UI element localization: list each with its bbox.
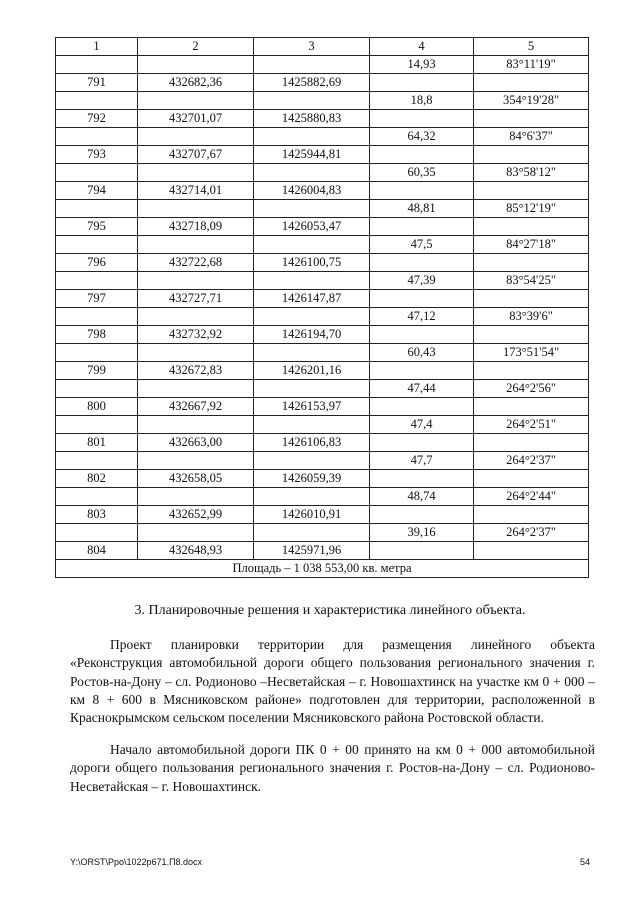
header-cell-3: 3 (254, 38, 370, 56)
table-row (56, 470, 589, 488)
table-row (56, 272, 589, 290)
table-cell-col5: 354°19'28" (474, 92, 589, 110)
table-row (56, 218, 589, 236)
table-cell-col5 (474, 254, 589, 272)
table-row (56, 344, 589, 362)
table-cell-col1: 800 (56, 398, 138, 416)
table-cell-col5 (474, 146, 589, 164)
table-cell-col4: 39,16 (370, 524, 474, 542)
table-cell-col5: 83°11'19" (474, 56, 589, 74)
table-cell-col3 (254, 56, 370, 74)
table-cell-col1: 803 (56, 506, 138, 524)
table-cell-col1 (56, 488, 138, 506)
table-cell-col4: 18,8 (370, 92, 474, 110)
table-cell-col3 (254, 308, 370, 326)
table-cell-col1 (56, 452, 138, 470)
table-cell-col3: 1426059,39 (254, 470, 370, 488)
table-cell-col5 (474, 326, 589, 344)
table-cell-col4 (370, 326, 474, 344)
table-cell-col4 (370, 110, 474, 128)
table-cell-col5 (474, 398, 589, 416)
area-row (56, 560, 589, 578)
table-cell-col1 (56, 272, 138, 290)
table-cell-col1: 799 (56, 362, 138, 380)
table-cell-col1: 794 (56, 182, 138, 200)
table-cell-col3: 1426053,47 (254, 218, 370, 236)
table-cell-col2: 432722,68 (138, 254, 254, 272)
table-cell-col4: 48,74 (370, 488, 474, 506)
table-cell-col2 (138, 524, 254, 542)
table-cell-col3 (254, 452, 370, 470)
table-cell-col1: 792 (56, 110, 138, 128)
table-cell-col4 (370, 398, 474, 416)
table-cell-col5 (474, 542, 589, 560)
coordinates-table (55, 37, 589, 578)
table-cell-col5: 84°27'18" (474, 236, 589, 254)
table-cell-col4: 47,4 (370, 416, 474, 434)
table-cell-col4 (370, 182, 474, 200)
table-cell-col3: 1425971,96 (254, 542, 370, 560)
table-row (56, 308, 589, 326)
table-row (56, 182, 589, 200)
table-cell-col4: 47,5 (370, 236, 474, 254)
table-cell-col3 (254, 236, 370, 254)
table-cell-col2 (138, 308, 254, 326)
table-cell-col1: 797 (56, 290, 138, 308)
table-cell-col2: 432707,67 (138, 146, 254, 164)
table-cell-col3 (254, 488, 370, 506)
table-row (56, 416, 589, 434)
table-cell-col4 (370, 542, 474, 560)
footer-page-number: 54 (579, 857, 590, 867)
table-cell-col3: 1426004,83 (254, 182, 370, 200)
table-cell-col4 (370, 74, 474, 92)
table-cell-col2: 432648,93 (138, 542, 254, 560)
table-cell-col5: 264°2'56" (474, 380, 589, 398)
table-body (56, 56, 589, 560)
table-row (56, 362, 589, 380)
table-cell-col2 (138, 200, 254, 218)
table-cell-col5 (474, 182, 589, 200)
table-row (56, 164, 589, 182)
table-header-row (56, 38, 589, 56)
table-cell-col1: 804 (56, 542, 138, 560)
table-cell-col5 (474, 74, 589, 92)
table-cell-col4: 14,93 (370, 56, 474, 74)
table-cell-col3: 1426010,91 (254, 506, 370, 524)
table-cell-col3: 1426194,70 (254, 326, 370, 344)
table-cell-col2: 432701,07 (138, 110, 254, 128)
table-row (56, 506, 589, 524)
table-row (56, 200, 589, 218)
table-cell-col3: 1426153,97 (254, 398, 370, 416)
table-cell-col2: 432718,09 (138, 218, 254, 236)
table-cell-col3 (254, 92, 370, 110)
table-cell-col2: 432714,01 (138, 182, 254, 200)
table-cell-col2 (138, 128, 254, 146)
table-row (56, 92, 589, 110)
table-cell-col4 (370, 290, 474, 308)
table-cell-col4: 60,43 (370, 344, 474, 362)
table-row (56, 56, 589, 74)
table-cell-col3 (254, 524, 370, 542)
table-cell-col2: 432663,00 (138, 434, 254, 452)
table-cell-col5 (474, 470, 589, 488)
paragraph-road-start: Начало автомобильной дороги ПК 0 + 00 принято на км 0 + 000 автомобильной дороги общего пользования регионального значения г. Ростов-на-Дону – сл. Родионово-Несветайская – г. Новошахтинск. (70, 742, 595, 794)
table-cell-col4 (370, 146, 474, 164)
table-cell-col2: 432667,92 (138, 398, 254, 416)
table-cell-col1: 801 (56, 434, 138, 452)
table-cell-col3 (254, 164, 370, 182)
header-cell-4: 4 (370, 38, 474, 56)
table-cell-col5: 84°6'37" (474, 128, 589, 146)
table-cell-col3: 1425880,83 (254, 110, 370, 128)
table-cell-col3: 1426147,87 (254, 290, 370, 308)
table-cell-col2 (138, 416, 254, 434)
table-cell-col4 (370, 254, 474, 272)
table-row (56, 434, 589, 452)
table-cell-col5: 264°2'37" (474, 452, 589, 470)
table-cell-col5 (474, 434, 589, 452)
table-row (56, 488, 589, 506)
table-cell-col2: 432652,99 (138, 506, 254, 524)
table-cell-col5: 173°51'54" (474, 344, 589, 362)
header-cell-2: 2 (138, 38, 254, 56)
table-cell-col2: 432672,83 (138, 362, 254, 380)
footer-file-path: Y:\ORST\Ppo\1022p671.П8.docx (70, 857, 203, 867)
table-cell-col2 (138, 236, 254, 254)
table-cell-col5 (474, 290, 589, 308)
table-cell-col5: 85°12'19" (474, 200, 589, 218)
table-cell-col3: 1425882,69 (254, 74, 370, 92)
table-cell-col5: 83°58'12" (474, 164, 589, 182)
table-cell-col4 (370, 470, 474, 488)
table-cell-col5 (474, 110, 589, 128)
table-header (56, 38, 589, 56)
table-cell-col3: 1425944,81 (254, 146, 370, 164)
table-cell-col2: 432682,36 (138, 74, 254, 92)
table-row (56, 380, 589, 398)
table-cell-col3 (254, 344, 370, 362)
table-cell-col3: 1426100,75 (254, 254, 370, 272)
table-row (56, 524, 589, 542)
table-row (56, 236, 589, 254)
table-cell-col5 (474, 506, 589, 524)
table-cell-col2 (138, 380, 254, 398)
paragraph-project-description: Проект планировки территории для размещения линейного объекта «Реконструкция автомобильной дороги общего пользования регионального значения г. Ростов-на-Дону – сл. Родионово –Несветайская – г. Новошахтинск на участке км 0 + 000 – км 8 + 600 в Мясниковском районе» подготовлен для территории, расположенной в Краснокрымском сельском поселении Мясниковского района Ростовской области. (70, 637, 595, 726)
table-cell-col2 (138, 452, 254, 470)
table-cell-col5 (474, 362, 589, 380)
table-cell-col1: 791 (56, 74, 138, 92)
table-cell-col2 (138, 488, 254, 506)
table-cell-col4 (370, 506, 474, 524)
table-cell-col4: 47,7 (370, 452, 474, 470)
table-cell-col3: 1426106,83 (254, 434, 370, 452)
table-cell-col4 (370, 362, 474, 380)
table-cell-col3: 1426201,16 (254, 362, 370, 380)
table-cell-col4: 64,32 (370, 128, 474, 146)
table-cell-col1 (56, 524, 138, 542)
table-cell-col5: 264°2'37" (474, 524, 589, 542)
table-cell-col2: 432732,92 (138, 326, 254, 344)
table-cell-col4: 47,12 (370, 308, 474, 326)
table-cell-col2 (138, 344, 254, 362)
table-cell-col4: 47,39 (370, 272, 474, 290)
table-row (56, 542, 589, 560)
table-cell-col5: 83°39'6" (474, 308, 589, 326)
table-cell-col1: 798 (56, 326, 138, 344)
table-cell-col5 (474, 218, 589, 236)
table-row (56, 128, 589, 146)
table-cell-col2: 432658,05 (138, 470, 254, 488)
header-cell-5: 5 (474, 38, 589, 56)
table-row (56, 146, 589, 164)
table-row (56, 254, 589, 272)
table-cell-col5: 264°2'51" (474, 416, 589, 434)
table-cell-col4 (370, 218, 474, 236)
table-cell-col1: 802 (56, 470, 138, 488)
area-label: Площадь – 1 038 553,00 кв. метра (56, 560, 589, 578)
table-cell-col5: 83°54'25" (474, 272, 589, 290)
table-cell-col3 (254, 272, 370, 290)
table-cell-col1 (56, 416, 138, 434)
table-cell-col1: 796 (56, 254, 138, 272)
table-cell-col3 (254, 380, 370, 398)
table-row (56, 326, 589, 344)
table-cell-col1 (56, 92, 138, 110)
table-cell-col1 (56, 380, 138, 398)
table-cell-col4 (370, 434, 474, 452)
table-cell-col4: 60,35 (370, 164, 474, 182)
table-cell-col2 (138, 164, 254, 182)
table-row (56, 74, 589, 92)
table-cell-col2 (138, 92, 254, 110)
table-cell-col4: 47,44 (370, 380, 474, 398)
table-cell-col1: 795 (56, 218, 138, 236)
table-cell-col1 (56, 128, 138, 146)
table-row (56, 290, 589, 308)
table-cell-col1 (56, 344, 138, 362)
table-row (56, 110, 589, 128)
table-row (56, 452, 589, 470)
table-cell-col1 (56, 164, 138, 182)
section-heading: 3. Планировочные решения и характеристика линейного объекта. (134, 603, 526, 618)
table-cell-col1 (56, 56, 138, 74)
table-cell-col1: 793 (56, 146, 138, 164)
table-cell-col1 (56, 236, 138, 254)
table-cell-col2 (138, 56, 254, 74)
table-cell-col3 (254, 128, 370, 146)
table-cell-col1 (56, 308, 138, 326)
table-cell-col1 (56, 200, 138, 218)
table-cell-col5: 264°2'44" (474, 488, 589, 506)
table-cell-col4: 48,81 (370, 200, 474, 218)
table-row (56, 398, 589, 416)
table-cell-col2 (138, 272, 254, 290)
table-cell-col3 (254, 200, 370, 218)
header-cell-1: 1 (56, 38, 138, 56)
table-cell-col2: 432727,71 (138, 290, 254, 308)
table-cell-col3 (254, 416, 370, 434)
